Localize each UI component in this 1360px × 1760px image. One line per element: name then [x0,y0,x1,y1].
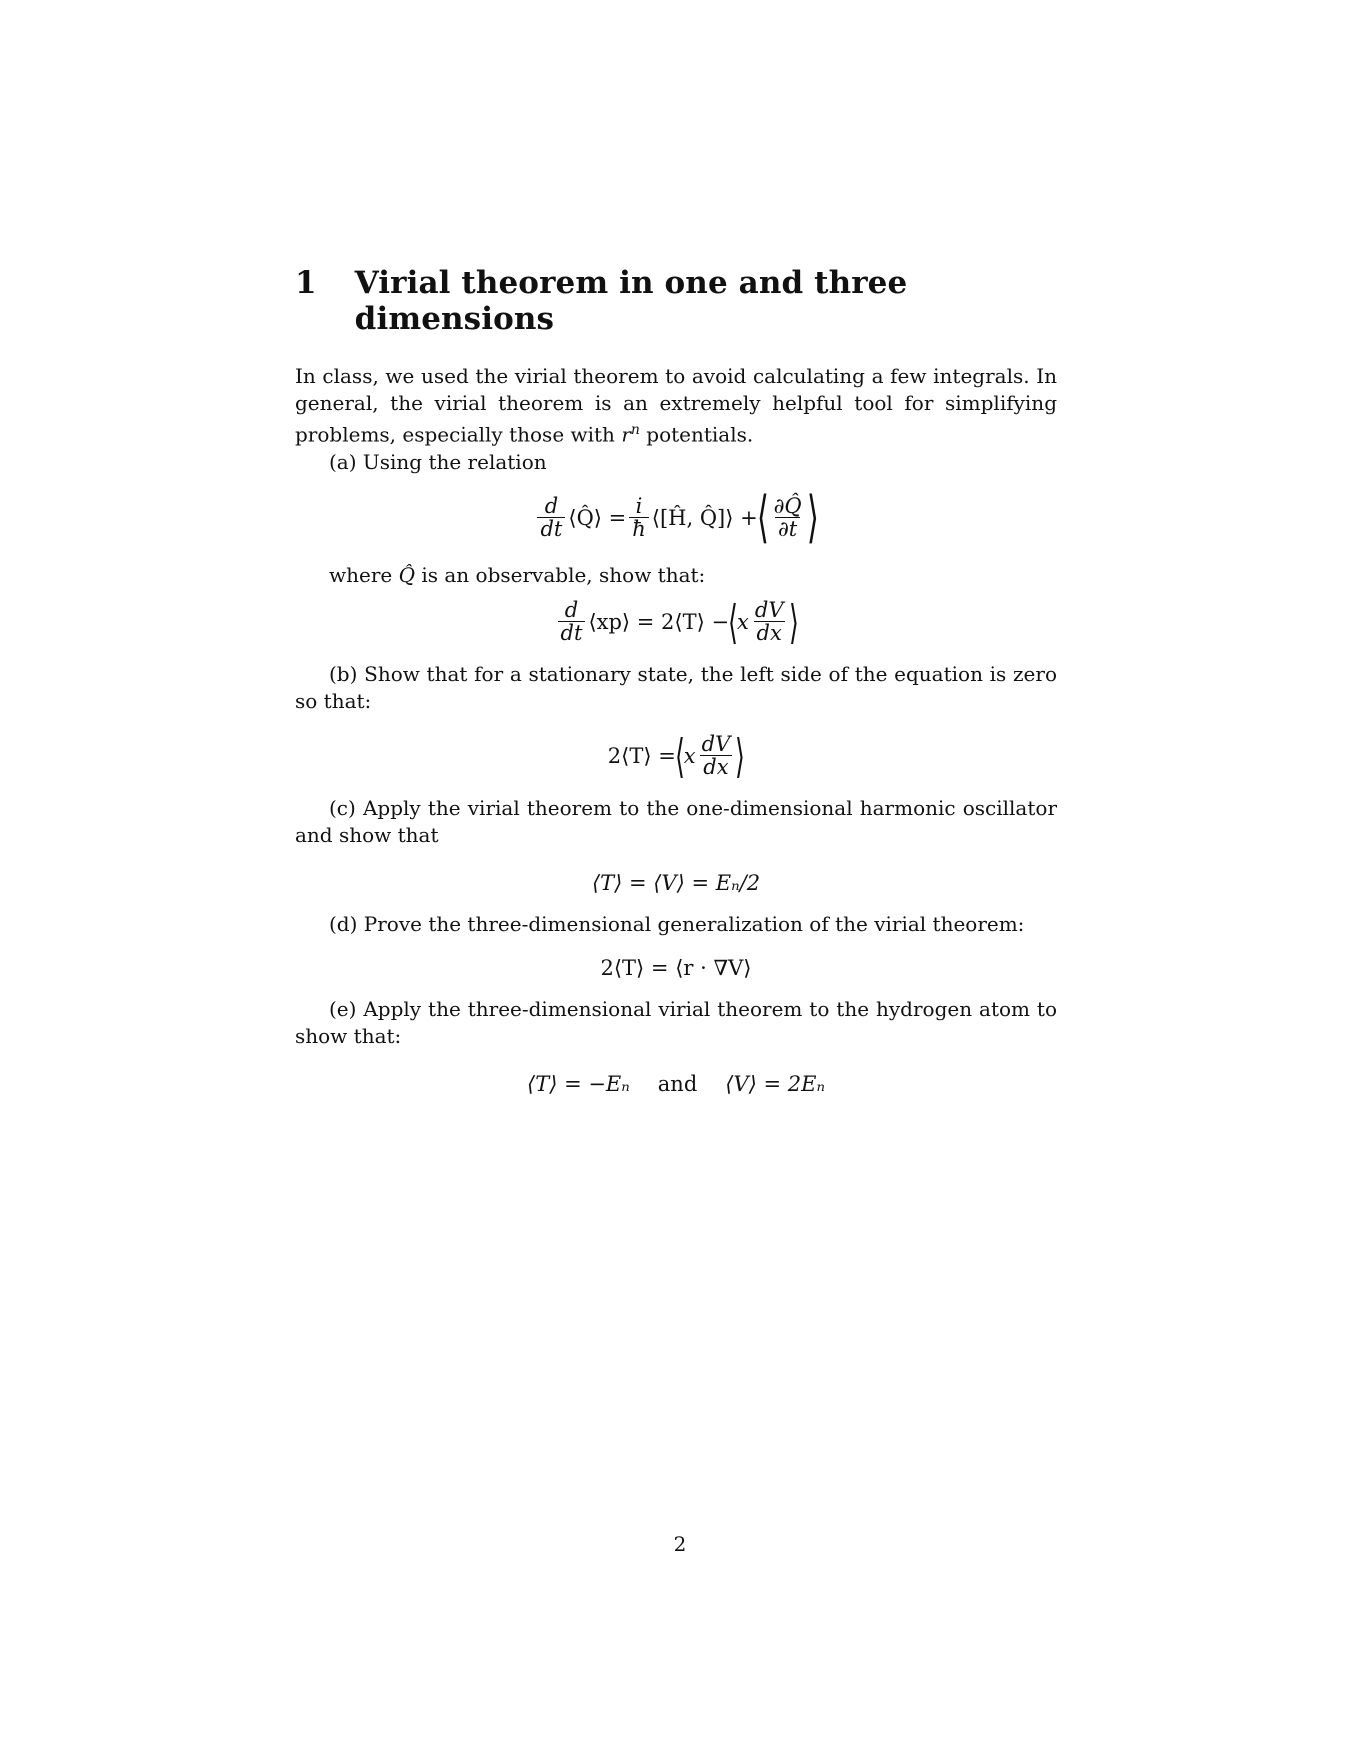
part-c-text: (c) Apply the virial theorem to the one-dimensional harmonic oscillator and show that [295,795,1057,847]
frac-dv-dx-2: $\frac{dV}{dx}$ [701,732,731,780]
frac-d-dt: $\frac{d}{dt}$ [537,495,565,540]
left-angle: ⟨ [756,484,769,550]
r-symbol: r [621,422,631,447]
intro-text: In class, we used the virial theorem to avoid calculating a few integrals. In general, the virial theorem is an extremely helpful tool for simplifying problems, especially those with [295,364,1057,447]
eq6-left: ⟨T⟩ = −Eₙ [527,1071,630,1096]
part-d-text: (d) Prove the three-dimensional generalization of the virial theorem: [329,911,1025,936]
equation-xp: $\frac{d}{dt}$ ⟨xp⟩ = 2⟨T⟩ − ⟨ x $\frac{dV}{dx}$ ⟩ [295,599,1057,645]
r-exponent: n [630,422,640,438]
equation-ehrenfest [295,484,1057,550]
q-hat-symbol: Q̂ [398,562,415,587]
left-angle: ⟨ [728,594,739,649]
eq1-lhs: ⟨Q̂⟩ = [568,505,627,530]
frac-d-dt-2: $\frac{d}{dt}$ [558,599,586,644]
eq3-lhs: 2⟨T⟩ = [607,743,676,768]
intro-end: potentials. [646,422,754,447]
eq2-lhs: ⟨xp⟩ = 2⟨T⟩ − [588,609,730,634]
eq6-right: ⟨V⟩ = 2Eₙ [725,1071,825,1096]
page-content [295,265,1057,1112]
part-b-text: (b) Show that for a stationary state, the left side of the equation is zero so that: [295,661,1057,713]
equation-virial-1d: 2⟨T⟩ = ⟨ x $\frac{dV}{dx}$ ⟩ [607,728,746,783]
equation-hydrogen [295,1072,1057,1096]
eq1-commutator: ⟨[Ĥ, Q̂]⟩ + [651,505,758,530]
page-number: 2 [673,1532,687,1556]
part-a-text: (a) Using the relation [329,449,547,474]
part-a-where: where Q̂ is an observable, show that: [329,562,706,587]
part-e-text: (e) Apply the three-dimensional virial theorem to the hydrogen atom to show that: [295,996,1057,1048]
section-heading [295,265,1057,337]
equation-harmonic: ⟨T⟩ = ⟨V⟩ = Eₙ/2 [591,870,761,895]
eq6-and: and [657,1071,698,1096]
frac-partial-q: $\frac{\partial Q̂}{\partial t}$ [773,494,802,542]
frac-dv-dx: $\frac{dV}{dx}$ [754,598,784,646]
intro-paragraph [295,363,1057,449]
section-title: Virial theorem in one and three dimensions [354,265,908,337]
equation-virial-3d: 2⟨T⟩ = ⟨r · ∇V⟩ [600,955,752,980]
right-angle: ⟩ [806,484,819,550]
left-angle: ⟨ [674,728,685,783]
right-angle: ⟩ [735,728,746,783]
section-number: 1 [295,265,317,301]
right-angle: ⟩ [788,594,799,649]
frac-i-hbar: $\frac{i}{ħ}$ [629,495,649,540]
